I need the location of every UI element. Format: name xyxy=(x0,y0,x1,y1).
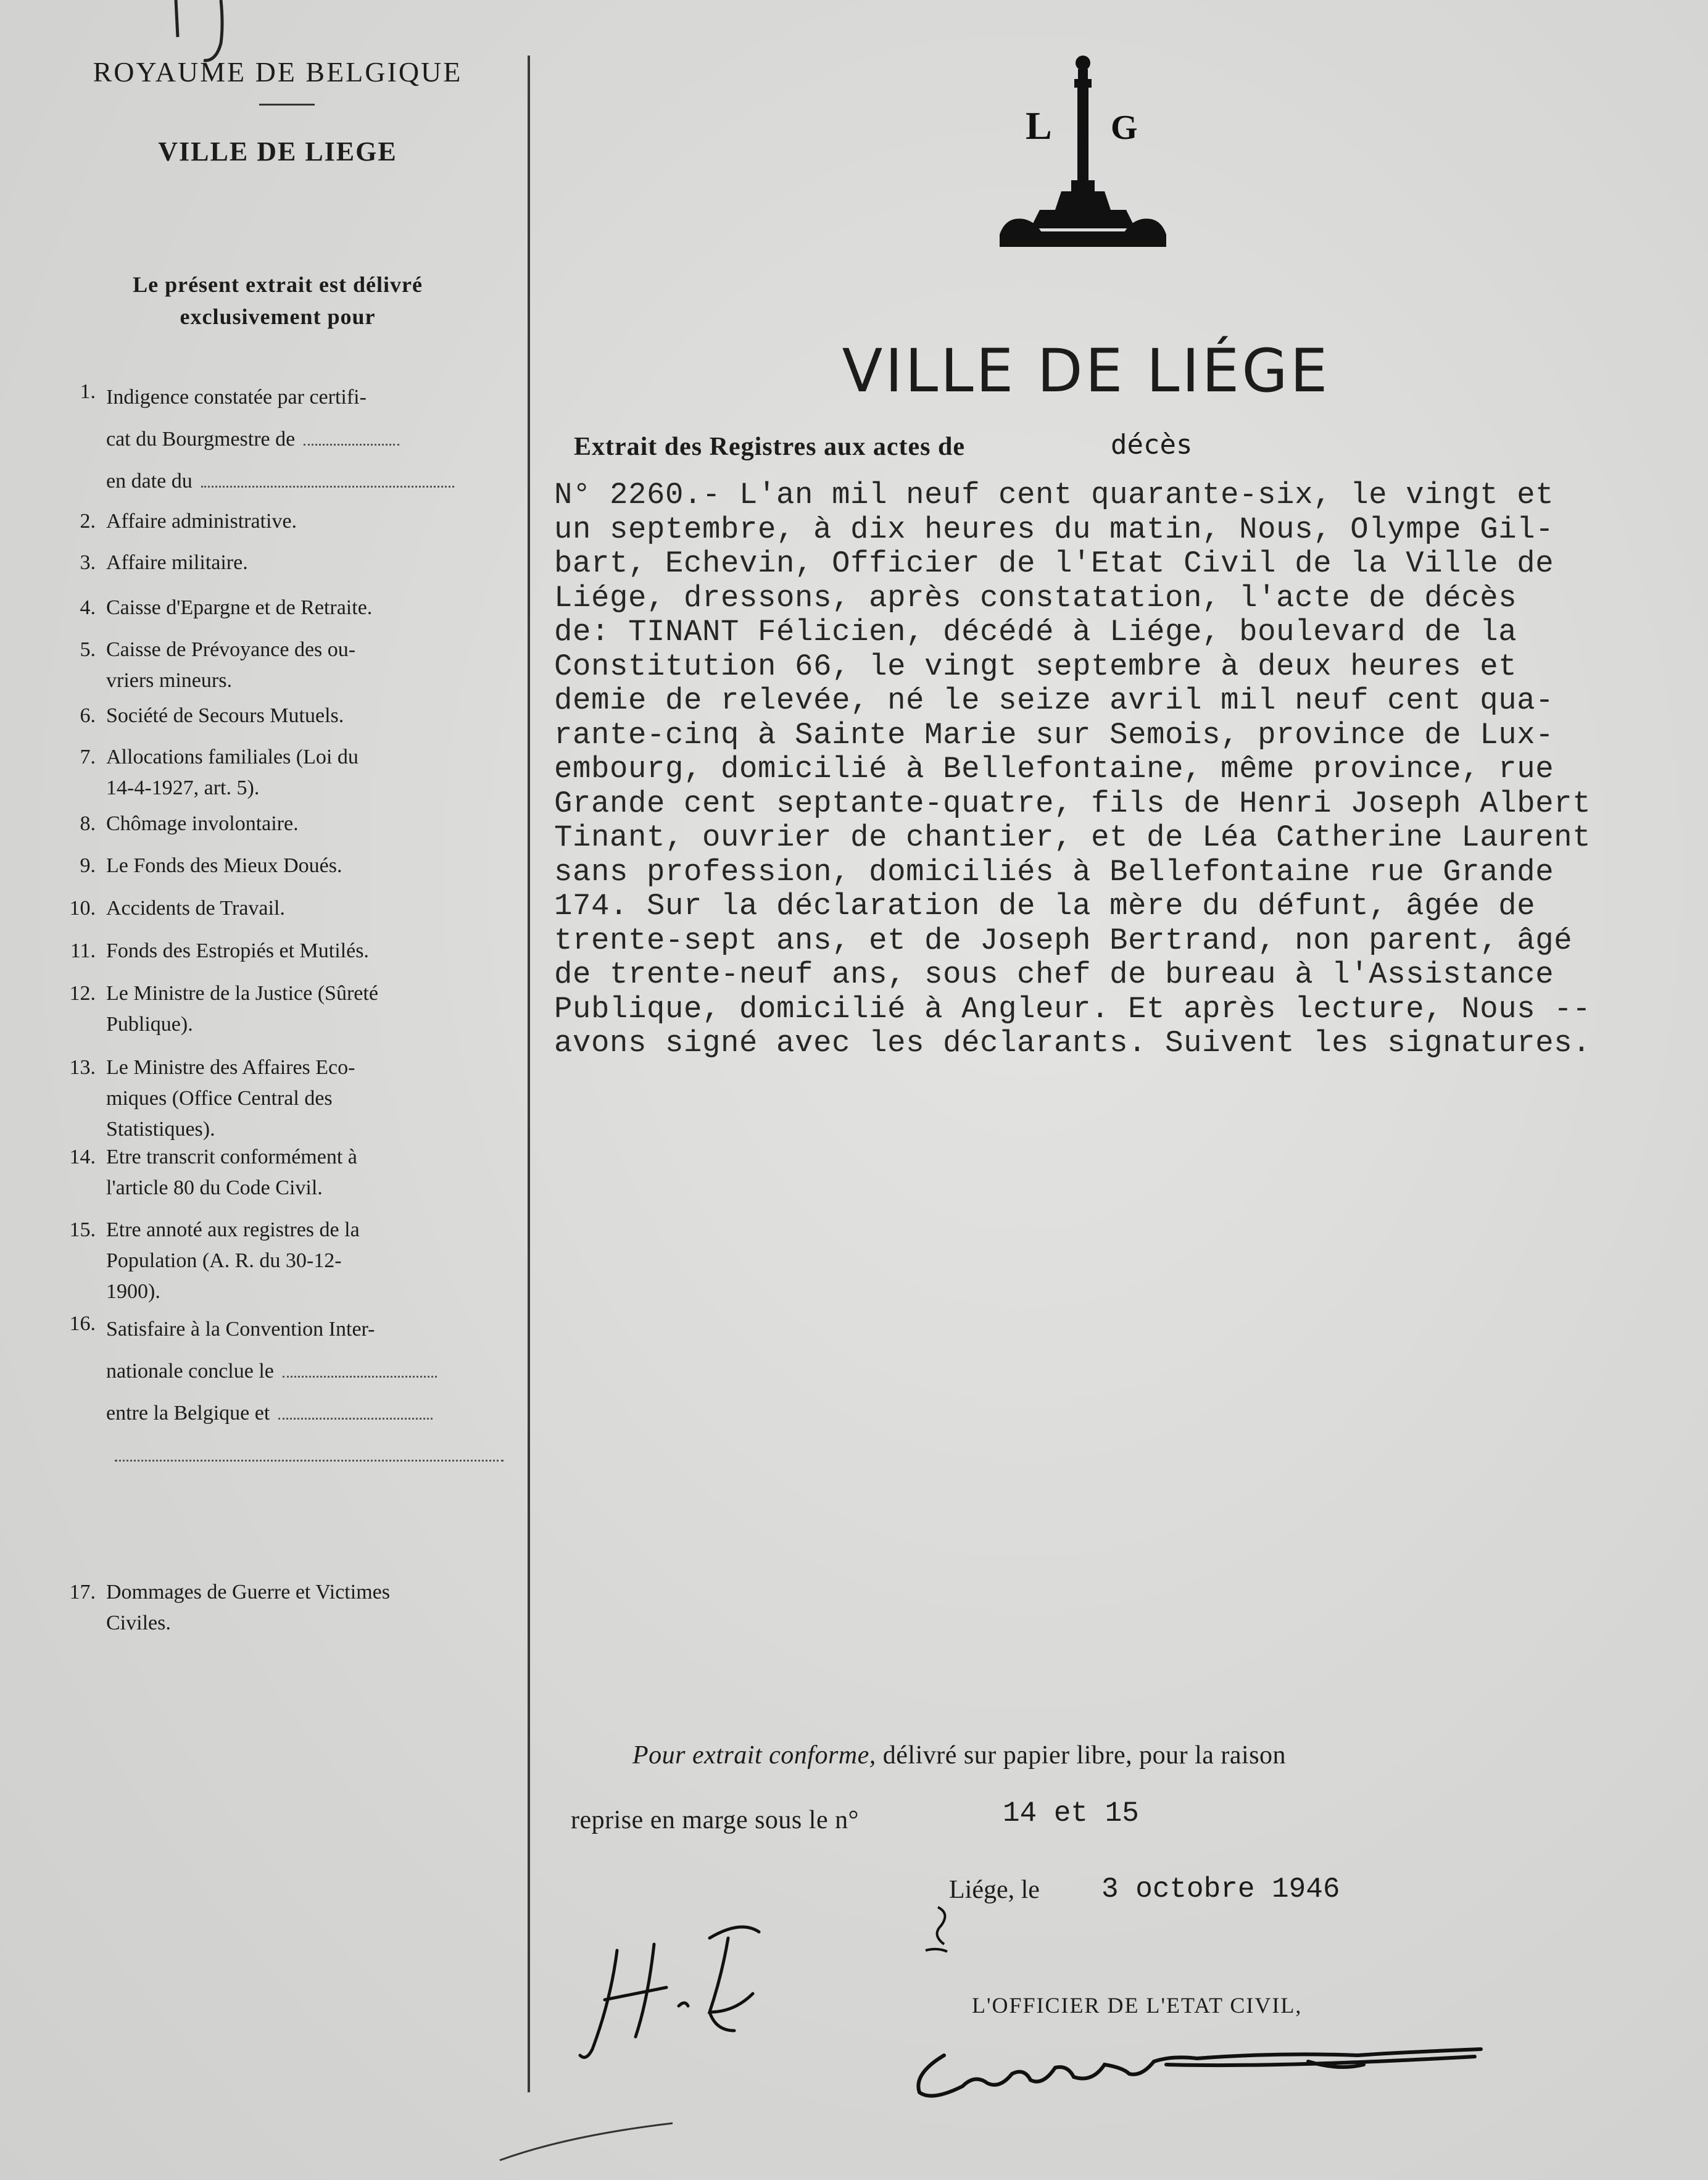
list-item-number: 3. xyxy=(80,551,96,574)
list-item-line: Population (A. R. du 30-12- xyxy=(106,1249,342,1272)
list-item-line: Satisfaire à la Convention Inter- xyxy=(106,1318,375,1341)
act-body-line: embourg, domicilié à Bellefontaine, même province, rue xyxy=(554,752,1554,786)
city-heading: VILLE DE LIEGE xyxy=(158,136,397,167)
conforme-rest: délivré sur papier libre, pour la raison xyxy=(882,1741,1287,1770)
act-body-line: un septembre, à dix heures du matin, Nous, Olympe Gil- xyxy=(554,512,1554,547)
list-item-line: Chômage involontaire. xyxy=(106,812,299,835)
extract-label: Extrait des Registres aux actes de xyxy=(574,433,965,461)
stray-pen-stroke xyxy=(494,2117,679,2166)
blank-fill-line xyxy=(304,433,399,446)
list-item-line: Statistiques). xyxy=(106,1118,215,1141)
logo-letter-l: L xyxy=(1026,104,1052,148)
act-body-line: Publique, domicilié à Angleur. Et après lecture, Nous -- xyxy=(554,991,1591,1026)
act-body-line: de trente-neuf ans, sous chef de bureau à l'Assistance xyxy=(554,957,1554,992)
list-item-text xyxy=(106,701,499,731)
intro-line: exclusivement pour xyxy=(180,304,376,329)
document-title: VILLE DE LIÉGE xyxy=(842,336,1330,406)
list-item-line: en date du xyxy=(106,470,193,493)
list-item-line: Accidents de Travail. xyxy=(106,897,285,920)
list-item-text xyxy=(106,809,499,839)
act-body-text xyxy=(554,478,1708,1061)
list-item-line: Le Fonds des Mieux Doués. xyxy=(106,854,342,877)
list-item-number: 9. xyxy=(80,854,96,877)
blank-fill-line xyxy=(278,1407,433,1420)
list-item-number: 6. xyxy=(80,704,96,727)
list-item-number: 2. xyxy=(80,510,96,533)
list-item-line: Fonds des Estropiés et Mutilés. xyxy=(106,939,369,962)
list-item-line: Etre transcrit conformément à xyxy=(106,1146,357,1168)
date-value: 3 octobre 1946 xyxy=(1101,1873,1340,1905)
list-item-line: Etre annoté aux registres de la xyxy=(106,1218,360,1241)
act-body-line: rante-cinq à Sainte Marie sur Semois, province de Lux- xyxy=(554,717,1554,752)
list-item-line: Le Ministre de la Justice (Sûreté xyxy=(106,982,378,1005)
intro-line: Le présent extrait est délivré xyxy=(133,272,423,297)
intro-text xyxy=(80,268,475,333)
list-item-number: 17. xyxy=(69,1581,96,1604)
date-label: Liége, le xyxy=(949,1876,1040,1904)
officer-title: L'OFFICIER DE L'ETAT CIVIL, xyxy=(972,1993,1303,2018)
paraph-mark xyxy=(913,1901,963,1957)
list-item-line: l'article 80 du Code Civil. xyxy=(106,1176,323,1199)
act-body-line: de: TINANT Félicien, décédé à Liége, boulevard de la xyxy=(554,615,1517,649)
list-item-number: 12. xyxy=(69,982,96,1005)
list-item-line: 14-4-1927, art. 5). xyxy=(106,776,260,799)
act-body-line: bart, Echevin, Officier de l'Etat Civil de la Ville de xyxy=(554,546,1554,581)
initials-signature xyxy=(568,1913,777,2074)
list-item-number: 13. xyxy=(69,1056,96,1079)
act-body-line: sans profession, domiciliés à Bellefontaine rue Grande xyxy=(554,854,1554,889)
list-item-number: 8. xyxy=(80,812,96,835)
list-item-line: Caisse de Prévoyance des ou- xyxy=(106,638,356,661)
list-item-line: Le Ministre des Affaires Eco- xyxy=(106,1056,355,1079)
list-item-line: nationale conclue le xyxy=(106,1360,274,1383)
act-body-line: trente-sept ans, et de Joseph Bertrand, non parent, âgé xyxy=(554,923,1573,958)
list-item-line: 1900). xyxy=(106,1280,160,1303)
list-item-number: 10. xyxy=(69,897,96,920)
list-item-text xyxy=(106,377,499,502)
list-item-line: vriers mineurs. xyxy=(106,669,232,692)
conforme-italic: Pour extrait conforme, xyxy=(632,1741,876,1770)
list-item-line: cat du Bourgmestre de xyxy=(106,428,296,451)
list-item-line: Caisse d'Epargne et de Retraite. xyxy=(106,596,373,619)
list-item-line: Société de Secours Mutuels. xyxy=(106,704,344,727)
list-item-text xyxy=(106,893,499,924)
officer-signature xyxy=(907,2031,1493,2105)
list-item-text xyxy=(106,547,499,578)
act-body-line: avons signé avec les déclarants. Suivent les signatures. xyxy=(554,1026,1591,1060)
blank-fill-line xyxy=(201,475,454,488)
list-item-line: Publique). xyxy=(106,1013,193,1036)
list-item-line: Affaire militaire. xyxy=(106,551,248,574)
list-item-line: entre la Belgique et xyxy=(106,1402,270,1425)
heading-divider xyxy=(259,104,315,106)
list-item-line: miques (Office Central des xyxy=(106,1087,333,1110)
list-item-line: Dommages de Guerre et Victimes xyxy=(106,1581,390,1604)
list-item-text xyxy=(106,634,499,696)
blank-fill-line xyxy=(283,1365,437,1378)
list-item-line: Civiles. xyxy=(106,1612,171,1634)
list-item-text xyxy=(106,1142,499,1204)
list-item-line: Affaire administrative. xyxy=(106,510,297,533)
list-item-text xyxy=(106,936,499,967)
reprise-label: reprise en marge sous le n° xyxy=(571,1806,859,1834)
reprise-value: 14 et 15 xyxy=(1003,1797,1139,1829)
act-body-line: 174. Sur la déclaration de la mère du défunt, âgée de xyxy=(554,889,1536,923)
list-item-number: 7. xyxy=(80,746,96,768)
act-body-line: N° 2260.- L'an mil neuf cent quarante-six, le vingt et xyxy=(554,478,1554,512)
list-item-text xyxy=(106,978,499,1040)
list-item-number: 5. xyxy=(80,638,96,661)
list-item-text xyxy=(106,1308,499,1476)
blank-fill-line xyxy=(115,1449,504,1462)
list-item-number: 14. xyxy=(69,1146,96,1168)
list-item-text xyxy=(106,851,499,881)
column-divider xyxy=(528,56,530,2092)
act-body-line: Grande cent septante-quatre, fils de Henri Joseph Albert xyxy=(554,786,1591,821)
list-item-number: 4. xyxy=(80,596,96,619)
list-item-text xyxy=(106,506,499,537)
kingdom-heading: ROYAUME DE BELGIQUE xyxy=(93,56,463,88)
list-item-text xyxy=(106,1052,499,1145)
list-item-number: 1. xyxy=(80,380,96,403)
act-body-line: Constitution 66, le vingt septembre à deux heures et xyxy=(554,649,1517,684)
perron-logo-icon xyxy=(987,49,1179,259)
act-body-line: Liége, dressons, après constatation, l'acte de décès xyxy=(554,580,1517,615)
list-item-line: Indigence constatée par certifi- xyxy=(106,386,367,409)
list-item-text xyxy=(106,742,499,804)
list-item-text xyxy=(106,1215,499,1307)
list-item-text xyxy=(106,1577,499,1639)
logo-letter-g: G xyxy=(1111,109,1138,147)
act-body-line: Tinant, ouvrier de chantier, et de Léa Catherine Laurent xyxy=(554,820,1591,855)
act-type-value: décès xyxy=(1111,429,1193,460)
conforme-line xyxy=(632,1741,1286,1770)
act-body-line: demie de relevée, né le seize avril mil neuf cent qua- xyxy=(554,683,1554,718)
list-item-number: 16. xyxy=(69,1312,96,1335)
list-item-number: 11. xyxy=(70,939,96,962)
list-item-line: Allocations familiales (Loi du xyxy=(106,746,359,768)
list-item-text xyxy=(106,593,499,623)
list-item-number: 15. xyxy=(69,1218,96,1241)
